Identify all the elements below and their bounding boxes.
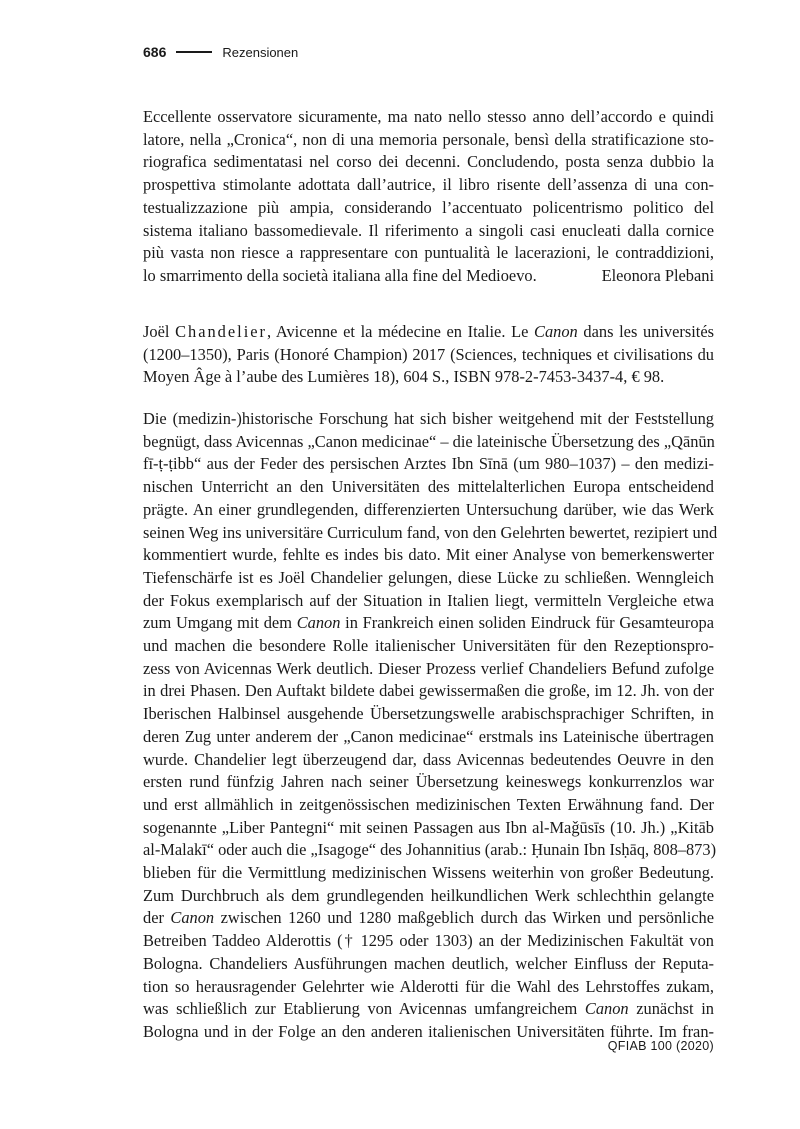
italic-term: Canon <box>170 908 215 928</box>
text-line: fī-ṭ-ṭibb“ aus der Feder des persischen Arztes Ibn Sīnā (um 980–1037) – den medizi- <box>143 454 714 474</box>
text-line <box>143 612 714 635</box>
review-german-body <box>143 408 718 1044</box>
text-segment: zum Umgang mit dem <box>143 613 297 633</box>
text-line: seinen Weg ins universitäre Curriculum fand, von den Gelehrten bewertet, rezipiert und <box>143 522 718 542</box>
text-line: und machen die besondere Rolle italienischer Universitäten für den Rezeptionspro- <box>143 636 714 656</box>
text-line: nischen Unterricht an den Universitäten des mittelalterlichen Europa entscheidend <box>143 477 714 497</box>
text-line: Bologna und in der Folge an den anderen italienischen Universitäten führte. Im fran- <box>143 1021 714 1041</box>
header-rule <box>176 51 212 53</box>
closing-line <box>143 265 714 288</box>
text-line: prägte. An einer grundlegenden, differenzierten Untersuchung darüber, wie das Werk <box>143 499 714 519</box>
text-segment: zwischen 1260 und 1280 maßgeblich durch das Wirken und persönliche <box>214 908 714 928</box>
text-line: Eccellente osservatore sicuramente, ma nato nello stesso anno dell’accordo e quindi <box>143 107 714 126</box>
biblio-line-3: Moyen Âge à l’aube des Lumières 18), 604 S., ISBN 978-2-7453-3437-4, € 98. <box>143 367 665 387</box>
text-segment: in Frankreich einen soliden Eindruck für Gesamteuropa <box>340 613 714 633</box>
section-title: Rezensionen <box>222 44 299 60</box>
text-line: der Fokus exemplarisch auf der Situation in Italien liegt, vermitteln Vergleiche etwa <box>143 590 714 610</box>
text-line: blieben für die Vermittlung medizinischen Wissens weiterhin von großer Bedeutung. <box>143 863 714 883</box>
text-line <box>143 998 714 1021</box>
bibliographic-entry <box>143 321 714 389</box>
biblio-line-2: (1200–1350), Paris (Honoré Champion) 2017 (Sciences, techniques et civilisations du <box>143 344 714 364</box>
journal-footer: QFIAB 100 (2020) <box>607 1039 714 1053</box>
title-text-end: dans les universités <box>577 322 714 341</box>
page-number: 686 <box>143 44 167 60</box>
italic-term: Canon <box>584 999 629 1019</box>
biblio-line-1 <box>143 321 714 344</box>
text-line: Zum Durchbruch als dem grundlegenden heilkundlichen Werk schlechthin gelangte <box>143 885 714 905</box>
closing-text: lo smarrimento della società italiana alla fine del Medioevo. <box>143 265 537 285</box>
text-line: tion so herausragender Gelehrter wie Alderotti für die Wahl des Lehrstoffes zukam, <box>143 976 714 996</box>
text-line: più vasta non riesce a rappresentare con puntualità le lacerazioni, le contraddizioni, <box>143 243 714 263</box>
text-line: ersten rund fünfzig Jahren nach seiner Übersetzung keineswegs konkurrenzlos war <box>143 772 714 792</box>
text-line <box>143 907 714 930</box>
text-segment: zunächst in <box>628 999 714 1019</box>
text-line: in drei Phasen. Den Auftakt bildete dabei gewissermaßen die große, im 12. Jh. von der <box>143 681 714 701</box>
text-line: Iberischen Halbinsel ausgehende Übersetzungswelle arabischsprachiger Schriften, in <box>143 704 714 724</box>
text-line: latore, nella „Cronica“, non di una memoria personale, bensì della stratificazione sto- <box>143 129 714 149</box>
review-italian-ending <box>143 106 714 288</box>
text-line: Tiefenschärfe ist es Joël Chandelier gelungen, diese Lücke zu schließen. Wenngleich <box>143 567 714 587</box>
text-line: sogenannte „Liber Pantegni“ mit seinen Passagen aus Ibn al-Maǧūsīs (10. Jh.) „Kitāb <box>143 817 714 837</box>
text-line: und erst allmählich in zeitgenössischen medizinischen Texten Erwähnung fand. Der <box>143 794 714 814</box>
italic-term: Canon <box>296 613 341 633</box>
text-segment: was schließlich zur Etablierung von Avicennas umfangreichem <box>143 999 585 1019</box>
author-last-name: Chandelier <box>175 322 267 341</box>
text-line: testualizzazione più ampia, considerando l’accentuato policentrismo politico del <box>143 197 714 217</box>
text-line: deren Zug unter anderem der „Canon medicinae“ erstmals ins Lateinische übertragen <box>143 726 714 746</box>
text-line: prospettiva stimolante adottata dall’autrice, il libro risente dell’assenza di una con- <box>143 175 714 195</box>
running-header <box>143 44 298 60</box>
text-line: sistema italiano bassomedievale. Il riferimento a singoli casi enucleati dalla cornice <box>143 220 714 240</box>
text-line: wurde. Chandelier legt überzeugend dar, dass Avicennas bedeutendes Oeuvre in den <box>143 749 714 769</box>
reviewer-name: Eleonora Plebani <box>601 265 714 285</box>
text-line: al-Malakī“ oder auch die „Isagoge“ des Johannitius (arab.: Ḥunain Ibn Isḥāq, 808–873) <box>143 840 717 860</box>
text-line: riografica sedimentatasi nel corso dei decenni. Concludendo, posta senza dubbio la <box>143 152 714 172</box>
text-segment: der <box>143 908 171 928</box>
text-line: Bologna. Chandeliers Ausführungen machen deutlich, welcher Einfluss der Reputa- <box>143 953 714 973</box>
text-line: Betreiben Taddeo Alderottis († 1295 oder 1303) an der Medizinischen Fakultät von <box>143 931 714 951</box>
text-line: begnügt, dass Avicennas „Canon medicinae“ – die lateinische Übersetzung des „Qānūn <box>143 431 715 451</box>
text-line: zess von Avicennas Werk deutlich. Dieser Prozess verlief Chandeliers Befund zufolge <box>143 658 714 678</box>
text-line: kommentiert wurde, fehlte es indes bis dato. Mit einer Analyse von bemerkenswerter <box>143 545 714 565</box>
text-line: Die (medizin-)historische Forschung hat sich bisher weitgehend mit der Feststellung <box>143 409 714 428</box>
canon-italic: Canon <box>534 322 578 341</box>
title-text: , Avicenne et la médecine en Italie. Le <box>267 322 535 341</box>
author-first-name: Joël <box>143 322 170 341</box>
